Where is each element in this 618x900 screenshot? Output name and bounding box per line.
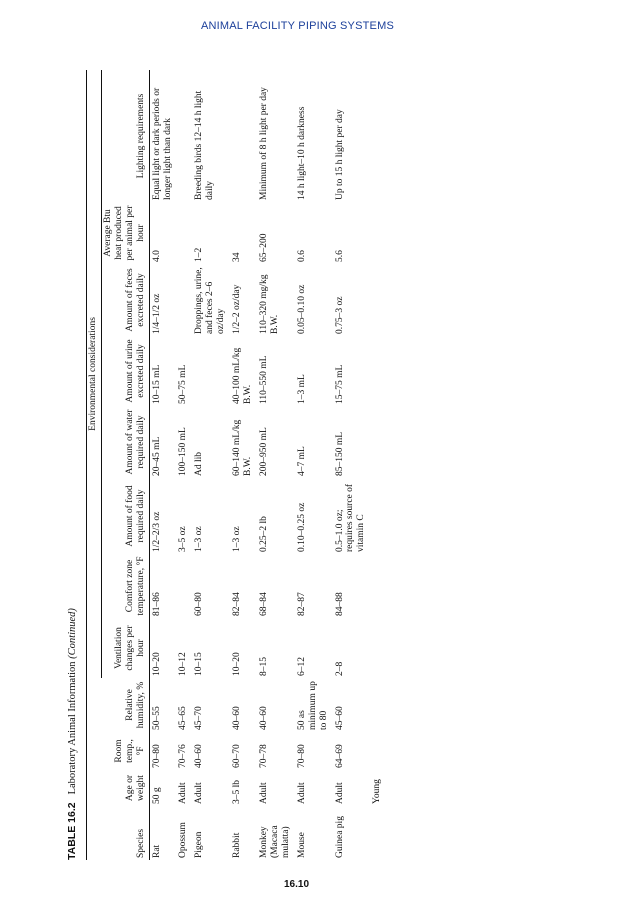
cell-species: Opossum [178, 822, 189, 858]
rotated-table-block [60, 70, 550, 860]
cell-humidity: 50 as minimum up to 80 [296, 681, 329, 730]
cell-temp: 70–80 [151, 744, 162, 768]
table-number: TABLE 16.2 [66, 802, 78, 860]
cell-feces [176, 264, 192, 336]
cell-btu: 1–2 [194, 247, 205, 262]
cell-temp: 60–70 [232, 744, 243, 768]
col-header-room-temp: Room temp., °F [101, 732, 149, 770]
cell-humidity: 45–70 [194, 706, 205, 730]
cell-lighting: Equal light or dark periods or longer light than dark [151, 87, 173, 200]
cell-temp [370, 732, 387, 770]
cell-food: 0.25–2 lb [258, 516, 269, 552]
table-row [333, 70, 371, 860]
cell-food: 0.5–1.0 oz; requires source of vitamin C [334, 483, 367, 552]
cell-urine: 10–15 mL [151, 364, 162, 404]
cell-lighting [230, 70, 257, 202]
cell-age: Adult [296, 782, 307, 804]
table-caption [60, 608, 84, 860]
cell-water: 85–150 mL [334, 431, 345, 476]
cell-water: 60–140 mL/kg B.W. [232, 419, 254, 476]
cell-ventilation: 2–8 [334, 661, 345, 676]
table-row [370, 70, 387, 860]
cell-comfort: 81–86 [151, 592, 162, 616]
cell-feces: 1/2–2 oz/day [232, 284, 243, 334]
cell-species: Pigeon [194, 831, 205, 858]
cell-comfort: 68–84 [258, 592, 269, 616]
cell-water: 20–45 mL [151, 436, 162, 476]
cell-btu [370, 202, 387, 264]
cell-food: 3–5 oz [178, 526, 189, 552]
table-row [176, 70, 192, 860]
cell-species: Mouse [296, 832, 307, 858]
cell-water: Ad lib [194, 451, 205, 476]
cell-ventilation: 10–12 [178, 652, 189, 676]
cell-food: 1–3 oz [194, 526, 205, 552]
cell-species [370, 806, 387, 860]
cell-temp: 64–69 [334, 744, 345, 768]
cell-lighting: Minimum of 8 h light per day [258, 87, 269, 200]
cell-comfort: 84–88 [334, 592, 345, 616]
cell-urine [192, 336, 230, 406]
cell-comfort [176, 554, 192, 618]
cell-lighting [176, 70, 192, 202]
cell-temp: 70–78 [258, 744, 269, 768]
table-row [192, 70, 230, 860]
cell-comfort: 60–80 [194, 592, 205, 616]
cell-feces: Droppings, urine, and feces 2–6 oz/day [194, 267, 227, 334]
cell-age: Adult [258, 782, 269, 804]
cell-ventilation: 10–15 [194, 652, 205, 676]
cell-humidity: 40–60 [258, 706, 269, 730]
cell-food: 1/2–2/3 oz [151, 511, 162, 552]
col-header-humidity: Relative humidity, % [101, 678, 149, 732]
col-header-urine: Amount of urine excreted daily [101, 336, 149, 406]
cell-urine: 15–75 mL [334, 364, 345, 404]
cell-comfort [370, 554, 387, 618]
cell-feces: 110–320 mg/kg B.W. [258, 274, 280, 334]
cell-temp: 70–80 [296, 744, 307, 768]
cell-urine: 50–75 mL [178, 364, 189, 404]
cell-urine: 110–550 mL [258, 355, 269, 404]
cell-humidity [370, 678, 387, 732]
cell-water: 200–950 mL [258, 427, 269, 476]
cell-feces: 0.05–0.10 oz [296, 284, 307, 334]
cell-lighting [370, 70, 387, 202]
cell-btu [176, 202, 192, 264]
cell-ventilation [370, 618, 387, 678]
cell-urine [370, 336, 387, 406]
laboratory-animal-table [86, 70, 387, 860]
table-row [230, 70, 257, 860]
cell-feces: 1/4–1/2 oz [151, 293, 162, 334]
cell-species: Rabbit [232, 832, 243, 858]
table-row [295, 70, 333, 860]
col-header-species: Species [101, 806, 149, 860]
page-number: 16.10 [284, 879, 310, 890]
col-header-water: Amount of water required daily [101, 406, 149, 478]
cell-btu: 34 [232, 252, 243, 262]
cell-humidity: 50–55 [151, 706, 162, 730]
cell-feces [370, 264, 387, 336]
col-header-age: Age or weight [101, 770, 149, 806]
cell-btu: 4.0 [151, 250, 162, 262]
cell-species: Guinea pig [334, 816, 345, 858]
table-row [149, 70, 176, 860]
column-header-row [101, 70, 149, 860]
cell-age: Adult [194, 782, 205, 804]
cell-btu: 65–200 [258, 233, 269, 262]
cell-btu: 0.6 [296, 250, 307, 262]
cell-temp: 40–60 [194, 744, 205, 768]
cell-urine: 40–100 mL/kg B.W. [232, 347, 254, 404]
cell-water: 4–7 mL [296, 446, 307, 476]
environmental-considerations-header: Environmental considerations [87, 70, 102, 678]
cell-age: Young [372, 779, 383, 804]
group-header-row [87, 70, 102, 860]
cell-lighting: 14 h light–10 h darkness [296, 106, 307, 200]
cell-feces: 0.75–3 oz [334, 296, 345, 334]
cell-humidity: 45–65 [178, 706, 189, 730]
col-header-ventilation: Ventilation changes per hour [101, 618, 149, 678]
cell-age: 50 g [151, 787, 162, 804]
cell-lighting: Breeding birds 12–14 h light daily [194, 90, 216, 200]
running-head: ANIMAL FACILITY PIPING SYSTEMS [200, 20, 394, 32]
col-header-feces: Amount of feces excreted daily [101, 264, 149, 336]
cell-urine: 1–3 mL [296, 374, 307, 404]
table-continued: (Continued) [67, 608, 78, 659]
cell-water: 100–150 mL [178, 427, 189, 476]
cell-temp: 70–76 [178, 744, 189, 768]
col-header-comfort-zone: Comfort zone temperature, °F [101, 554, 149, 618]
cell-ventilation: 8–15 [258, 657, 269, 676]
col-header-lighting: Lighting requirements [101, 70, 149, 202]
table-title: Laboratory Animal Information [67, 661, 78, 795]
cell-age: Adult [178, 782, 189, 804]
cell-species: Monkey (Macaca mulatta) [258, 825, 291, 858]
table-row [257, 70, 295, 860]
cell-comfort: 82–87 [296, 592, 307, 616]
cell-comfort: 82–84 [232, 592, 243, 616]
cell-food: 0.10–0.25 oz [296, 502, 307, 552]
cell-species: Rat [151, 844, 162, 858]
cell-humidity: 45–60 [334, 706, 345, 730]
cell-food [370, 478, 387, 554]
cell-btu: 5.6 [334, 250, 345, 262]
cell-ventilation: 6–12 [296, 657, 307, 676]
cell-food: 1–3 oz [232, 526, 243, 552]
col-header-btu: Average Btu heat produced per animal per hour [101, 202, 149, 264]
cell-lighting: Up to 15 h light per day [334, 109, 345, 200]
cell-humidity: 40–60 [232, 706, 243, 730]
cell-water [370, 406, 387, 478]
cell-age: 3–5 lb [232, 779, 243, 804]
cell-ventilation: 10–20 [232, 652, 243, 676]
col-header-food: Amount of food required daily [101, 478, 149, 554]
cell-age: Adult [334, 782, 345, 804]
cell-ventilation: 10–20 [151, 652, 162, 676]
